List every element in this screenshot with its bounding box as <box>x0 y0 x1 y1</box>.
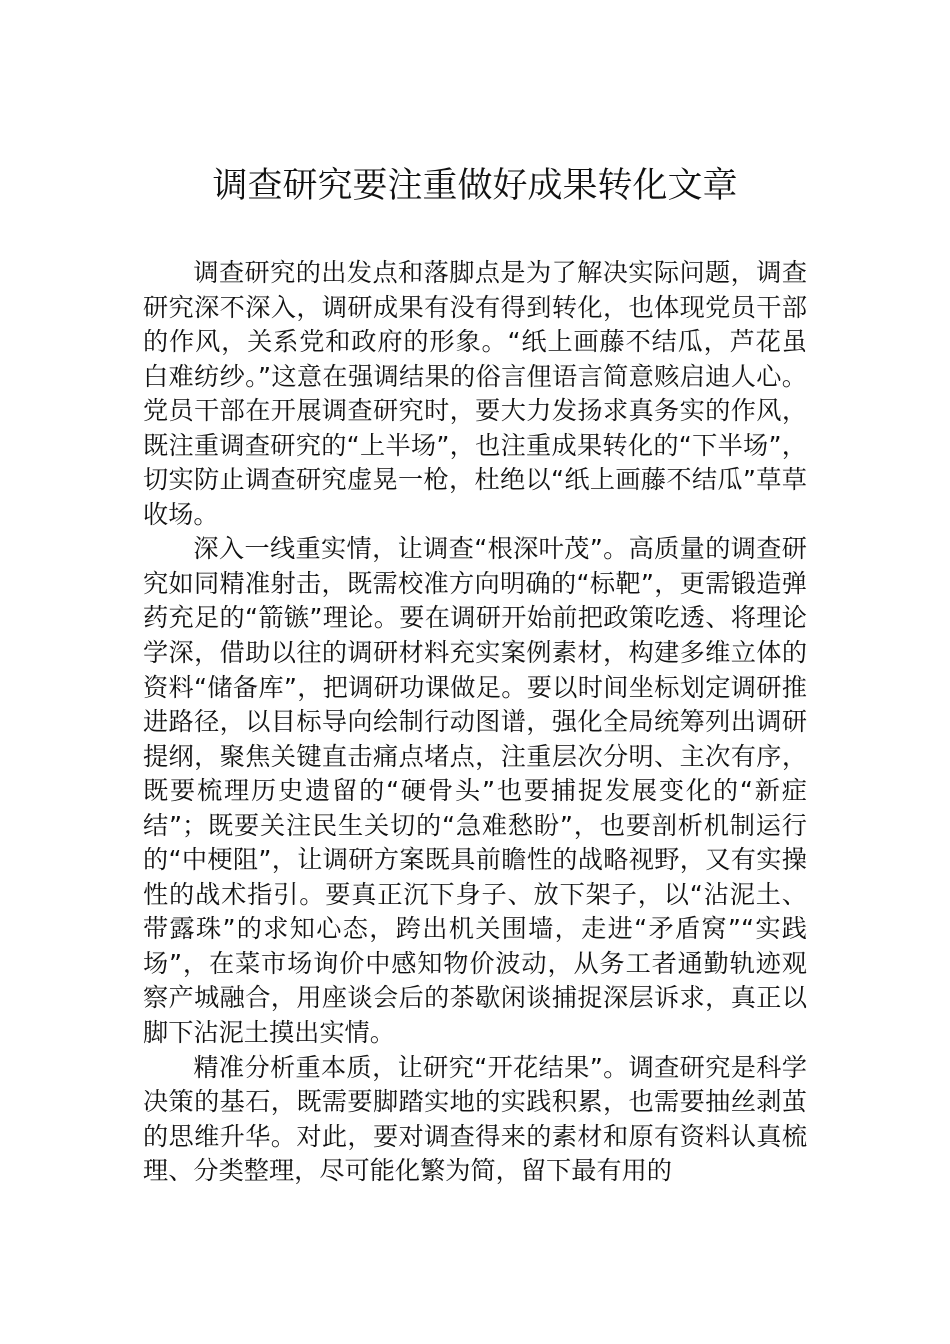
document-body <box>143 256 807 1189</box>
paragraph-investigation: 深入一线重实情，让调查“根深叶茂”。高质量的调查研究如同精准射击，既需校准方向明确的“标靶”，更需锻造弹药充足的“箭镞”理论。要在调研开始前把政策吃透、将理论学深，借助以往的调研材料充实案例素材，构建多维立体的资料“储备库”，把调研功课做足。要以时间坐标划定调研推进路径，以目标导向绘制行动图谱，强化全局统筹列出调研提纲，聚焦关键直击痛点堵点，注重层次分明、主次有序，既要梳理历史遗留的“硬骨头”也要捕捉发展变化的“新症结”；既要关注民生关切的“急难愁盼”，也要剖析机制运行的“中梗阻”，让调研方案既具前瞻性的战略视野，又有实操性的战术指引。要真正沉下身子、放下架子，以“沾泥土、带露珠”的求知心态，跨出机关围墙，走进“矛盾窝”“实践场”，在菜市场询价中感知物价波动，从务工者通勤轨迹观察产城融合，用座谈会后的茶歇闲谈捕捉深层诉求，真正以脚下沾泥土摸出实情。 <box>143 534 807 1048</box>
document-title: 调查研究要注重做好成果转化文章 <box>212 166 738 206</box>
paragraph-intro: 调查研究的出发点和落脚点是为了解决实际问题，调查研究深不深入，调研成果有没有得到转化，也体现党员干部的作风，关系党和政府的形象。“纸上画藤不结瓜，芦花虽白难纺纱。”这意在强调结果的俗言俚语言简意赅启迪人心。党员干部在开展调查研究时，要大力发扬求真务实的作风，既注重调查研究的“上半场”，也注重成果转化的“下半场”，切实防止调查研究虚晃一枪，杜绝以“纸上画藤不结瓜”草草收场。 <box>143 258 807 529</box>
paragraph-analysis: 精准分析重本质，让研究“开花结果”。调查研究是科学决策的基石，既需要脚踏实地的实践积累，也需要抽丝剥茧的思维升华。对此，要对调查得来的素材和原有资料认真梳理、分类整理，尽可能化繁为简，留下最有用的 <box>143 1052 807 1186</box>
